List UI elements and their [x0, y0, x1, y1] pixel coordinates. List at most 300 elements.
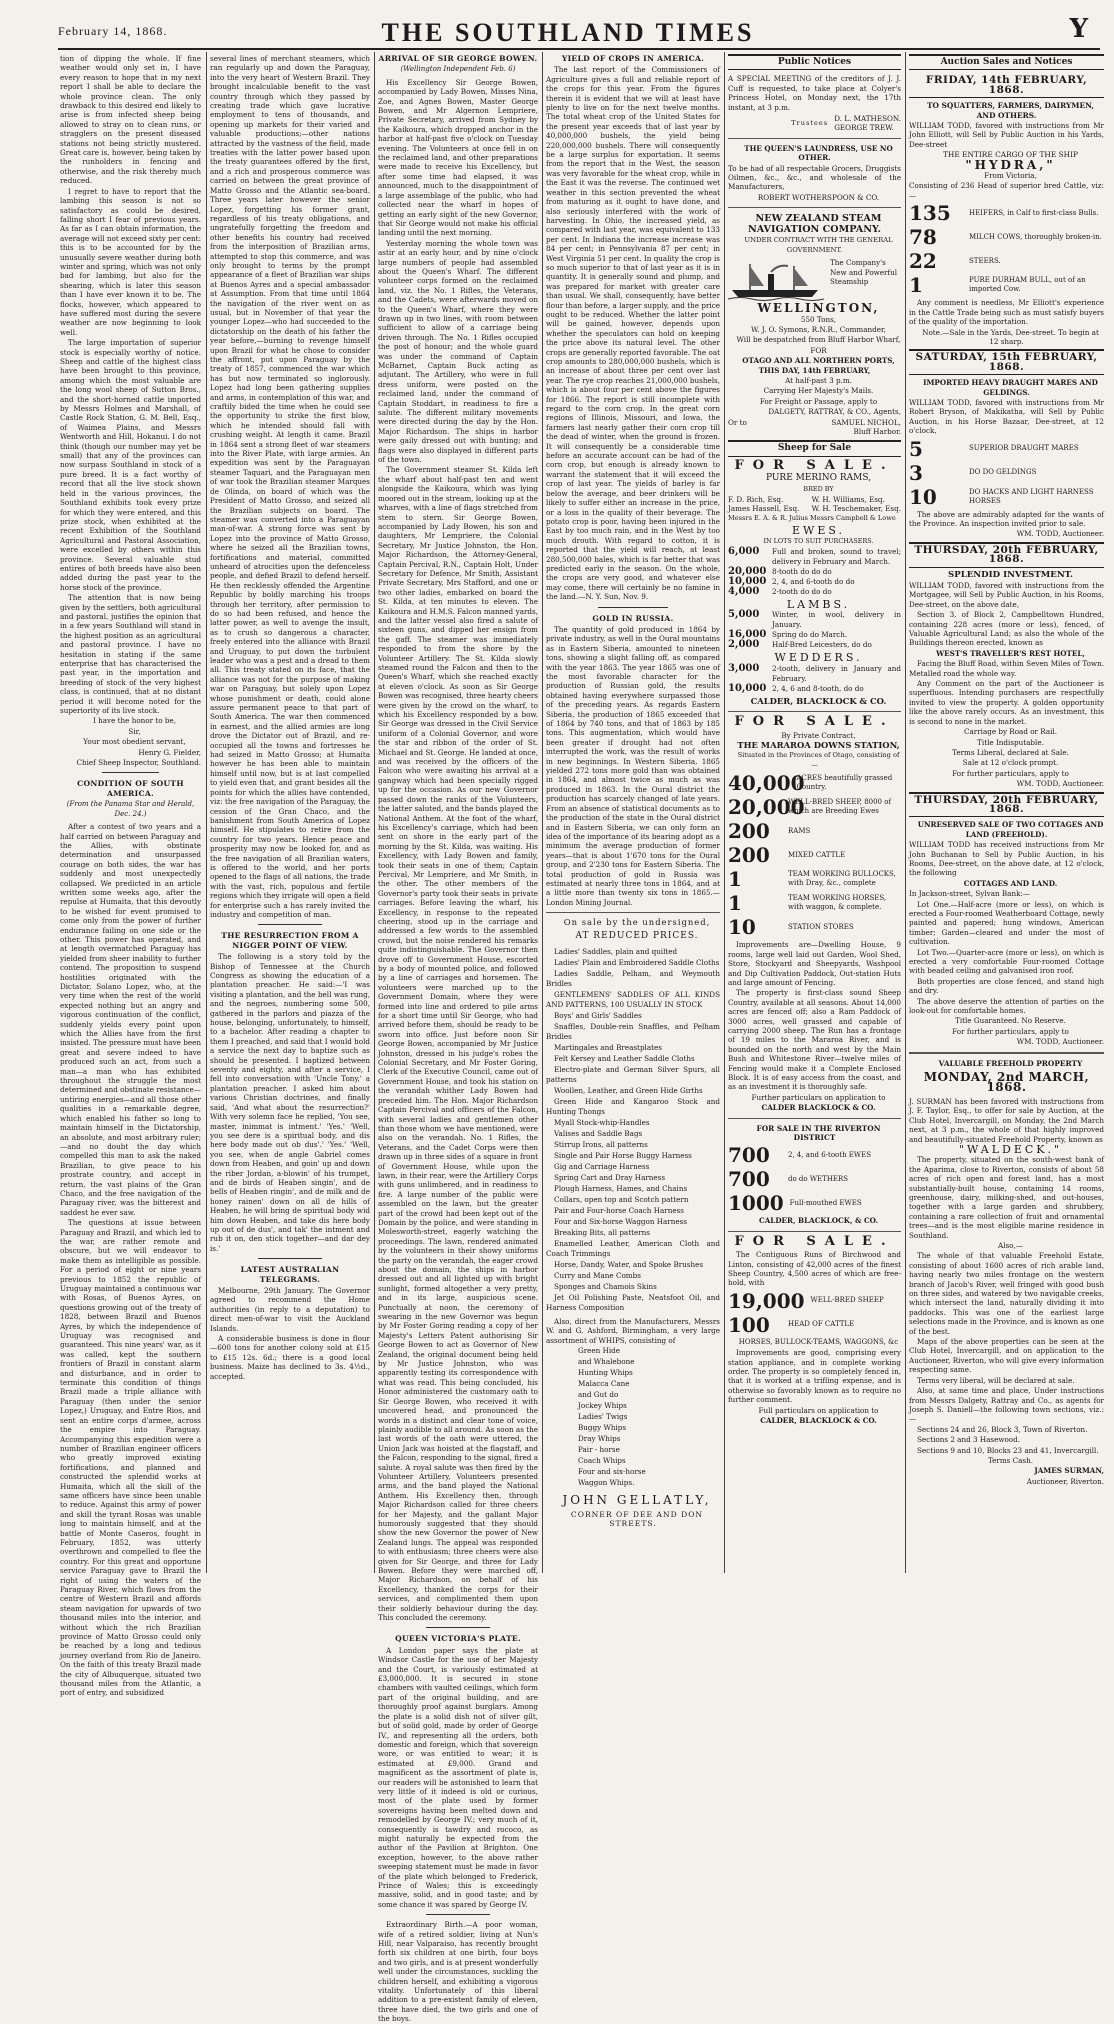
lot-description: Winter, in wool, delivery in January. — [772, 610, 901, 630]
lot-row — [728, 892, 901, 914]
list-item: Horse, Dandy, Water, and Spoke Brushes — [554, 1259, 704, 1269]
lot-row — [909, 250, 1104, 272]
lot-row — [728, 844, 901, 866]
masthead — [58, 14, 1100, 47]
column-1 — [60, 54, 201, 1698]
sale-text: WILLIAM TODD, favored with instructions from the Mortgagee, will Sell by Public Auction, in his Rooms, Dee-street, on the above date, — [909, 581, 1104, 609]
ship-mails: Carrying Her Majesty's Mails. — [763, 386, 874, 396]
ship-alt-agent — [728, 418, 901, 427]
list-item: Curry and Mane Combs — [554, 1270, 641, 1280]
divider — [598, 607, 668, 608]
article-paragraph: The large importation of superior stock is especially worthy of notice. Sheep and cattle of the highest class have been brought to this province, among which the most valuable are the long wool sheep of Sutton Bros., and the short-horned cattle imported by Messrs Holmes and Marshall, of Castle Rock Station, G. M. Bell, Esq., of Waimea Plains, and Messrs Wentworth and Hill, Hokanui. I do not think (though our number may yet be small) that any of the provinces can now surpass Southland in stock of a pure breed. It is a fact worthy of record that all the live stock shown held in the various provinces, the Southland exhibits took every prize for which they were entered, and this prize stock, when exhibited at the recent Exhibition of the Southland Agricultural and Pastoral Association, were excelled by others within this province. Several valuable stud entires of both breeds have also been added during the past year to the horse stock of the province. — [60, 338, 201, 592]
list-item: Single and Pair Horse Buggy Harness — [554, 1150, 692, 1160]
list-item: Pair and Four-horse Coach Harness — [554, 1205, 684, 1215]
divider — [102, 772, 158, 773]
for-sale-heading: FOR SALE. — [734, 457, 895, 473]
sale-text: Title Guaranteed. No Reserve. — [955, 1016, 1066, 1026]
sale-date: SATURDAY, 15th FEBRUARY, 1868. — [909, 349, 1104, 375]
lot-quantity: 700 — [728, 1167, 770, 1192]
ad-heading: WEDDERS. — [774, 651, 863, 665]
whip-list — [546, 1346, 720, 1488]
lot-description: Full and broken, sound to travel; delivery in February and March. — [772, 547, 901, 567]
list-item: Breaking Bits, all patterns — [554, 1227, 650, 1237]
lot-row — [909, 438, 1104, 460]
sale-text: The whole of that valuable Freehold Estate, consisting of about 1600 acres of rich arable land, having nearly two miles frontage on the western branch of Jacob's River, well fringed with good bush on three sides, and watered by two navigable creeks, which intersect the land, naturally dividing it into paddocks. This was one of the earliest large selections made in the Province, and is known as one of the best. — [909, 1251, 1104, 1336]
sale-text: For further particulars, apply to — [952, 768, 1069, 778]
section-header: Public Notices — [728, 54, 901, 70]
breeders-left — [728, 495, 799, 514]
list-item: Coach Whips — [578, 1456, 626, 1466]
ad-text: The Contiguous Runs of Birchwood and Linton, consisting of 42,000 acres of the finest Sheep Country, 4,500 acres of which are free-hold, with — [728, 1250, 901, 1288]
trustee-name: D. L. MATHESON. — [834, 114, 901, 124]
advertiser-name: JOHN GELLATLY, — [562, 1493, 712, 1508]
lot-description: STEERS. — [969, 256, 1001, 265]
riverton-lots — [728, 1144, 901, 1214]
ad-heading: PURE MERINO RAMS, — [765, 473, 872, 484]
list-item: Gig and Carriage Harness — [554, 1161, 650, 1171]
list-item: Plough Harness, Hames, and Chains — [554, 1183, 688, 1193]
list-item: Felt Kersey and Leather Saddle Cloths — [554, 1053, 695, 1063]
issue-date: February 14, 1868. — [58, 24, 168, 38]
sale-text: Sections 24 and 26, Block 3, Town of Riverton. — [917, 1424, 1088, 1434]
auctioneer-signature: WM. TODD, Auctioneer. — [1016, 529, 1104, 539]
sale-text: For further particulars, apply to — [952, 1026, 1069, 1036]
list-item: Ladies' Twigs — [578, 1412, 628, 1422]
column-separator — [905, 52, 906, 1573]
trustee-name: GEORGE TREW. — [834, 123, 894, 133]
lot-row — [909, 274, 1104, 296]
lot-quantity: 4,000 — [728, 586, 760, 598]
article-paragraph: several lines of merchant steamers, which ran regularly up and down the Paraguay, into the very heart of Western Brazil. They brought incalculable benefit to the vast country through which they passed by creating trade which gave lucrative employment to tens of thousands, and opening up markets for their varied and valuable productions;—other nations attracted by the vastness of the field, made treaties with the latter power based upon the treaty guarantees offered by the first, and a rich and prosperous commerce was carried on between the great province of Matto Grosso and the Atlantic sea-board. Three years later however the senior Lopez, forgetting his former grant, regardless of his treaty obligations, and ungratefully forgetting the freedom and other benefits his country had received from the interposition of Brazilian arms, attempted to stop this commerce, and was only brought to terms by the prompt appearance of a fleet of Brazilian war ships at Buenos Ayres and a special ambassador at Assumption. From that time until 1864 the navigation of the river went on as usual, but in November of that year the younger Lopez—who had succeeded to the dictatorship on the death of his father the year before,—burning to revenge himself upon Brazil for what he chose to consider the affront, put upon Paraguay by the treaty of 1857, commenced the war which has but now terminated so inglorously. Lopez had long been gathering supplies and arms, in contemplation of this war, and craftily bided the time when he could see the opportunity to strike the first blow, which he intended should fall with crushing weight. At length it came. Brazil in 1864 sent a strong fleet of war steamers into the River Plate, with large armies. An expedition was sent by the Paraguayan steamer Taquari, and the Paraguayan men of war took the Brazilian steamer Marques de Olinda, on board of which was the President of Matto Grosso, and seized all the Brazilian subjects on board. The steamer was converted into a Paraguayan man-of-war. A strong force was sent by Lopez into the province of Matto Grosso, where he seized all the Brazilian towns, fortifications and material, committed unheard of atrocities upon the defenceless people, and defied Brazil to defend herself. He then recklessly offended the Argentine Republic by boldly marching his troops through her territory, after permission to do so had been refused, and hence the latter power, as well to avenge the insult, as to crush so dangerous a character, freely entered into the alliance with Brazil and Uruguay, to put down the turbulent leader who was a pest and a dread to them all. This treaty stated on its face, that the alliance was not for the purpose of making war on Paraguay, but solely upon Lopez whose punishment or death, could alone assure permanent peace to that part of South America. The war then commenced in earnest, and the allied armies are long drove the Dictator out of Brazil, and re-occupied all the towns and fortresses he had seized in Matto Grosso; at Humaita however he has been able to maintain himself until now, but is at last compelled to yield even that, and grant besides all the points for which the allies have contended, viz: the free navigation of the Paraguay, the cession of the Gran Chaco, and the banishment from South America of Lopez himself. He stipulates to retire from the country for two years. Hence peace and prosperity may now be looked for, and as the free navigation of all Brazilian waters, is offered to the world, and her ports opened to the flags of all nations, the trade with the vast, rich, populous and fertile regions which they irrigate will open a field for enterprise such a has rarely invited the industry and competition of man. — [210, 54, 370, 919]
list-item: Martingales and Breastplates — [554, 1042, 662, 1052]
article-heading: CONDITION OF SOUTH AMERICA. — [77, 779, 184, 798]
sale-date: THURSDAY, 20th FEBRUARY, 1868. — [909, 792, 1104, 818]
article-source: (From the Panama Star and Herald, Dec. 24.) — [66, 800, 195, 818]
notice-text: A SPECIAL MEETING of the creditors of J. J. Cuff is requested, to take place at Colyer's Princess Hotel, on Monday next, the 17th instant, at 3 p.m. — [728, 74, 901, 112]
lot-quantity: 10 — [909, 484, 937, 509]
lot-quantity: 700 — [728, 1143, 770, 1168]
sale-text: Terms Liberal, declared at Sale. — [952, 747, 1069, 757]
lot-row — [909, 202, 1104, 224]
sale-text: The above are admirably adapted for the wants of the Province. An inspection invited prior to sale. — [909, 509, 1104, 528]
divider — [909, 1052, 1104, 1054]
lot-quantity: 5 — [909, 436, 923, 461]
sale-note: Note.—Sale in the Yards, Dee-street. To begin at 12 sharp. — [922, 327, 1099, 346]
divider — [258, 924, 322, 925]
letter-signature-title: Chief Sheep Inspector, Southland. — [76, 758, 201, 768]
list-item: Boys' and Girls' Saddles — [554, 1010, 642, 1020]
trustees-names — [834, 114, 901, 133]
list-item: Green Hide and Kangaroo Stock and Hunting Thongs — [546, 1096, 720, 1116]
list-item: Pair - horse — [578, 1445, 620, 1455]
newspaper-title: THE SOUTHLAND TIMES — [381, 18, 755, 47]
sale-text: Section 3, of Block 2, Campbelltown Hundred, containing 228 acres (more or less), fenced, of Valuable Agricultural Land; as also the whole of the Buildings thereon erected, known as — [909, 610, 1104, 648]
lot-row — [909, 486, 1104, 508]
lot-quantity: 19,000 — [728, 1288, 805, 1313]
lot-quantity: 6,000 — [728, 546, 760, 558]
breeder: Messrs E. A. & R. Julius Messrs Campbell & Lowe — [728, 513, 896, 522]
lot-description: Half-Bred Leicesters, do do — [772, 640, 872, 650]
advertiser-name: CALDER, BLACKLOCK & CO. — [760, 1416, 877, 1426]
sale-text: J. SURMAN has been favored with instructions from J. F. Taylor, Esq., to offer for sale by Auction, at the Club Hotel, Invercargill, on Monday, the 2nd March next, at 3 p.m., the whole of that highly improved and beautifully-situated Freehold Property, known as — [909, 1096, 1104, 1144]
divider — [728, 1118, 901, 1119]
lot-description: 2, 4, and 6-tooth EWES — [788, 1150, 872, 1159]
lot-quantity: 22 — [909, 249, 937, 274]
lot-quantity: 40,000 — [728, 771, 805, 796]
list-item: Electro-plate and German Silver Spurs, all patterns — [546, 1064, 720, 1084]
section-header: Sheep for Sale — [728, 440, 901, 456]
lot-description: SUPERIOR DRAUGHT MARES — [969, 444, 1079, 453]
lot-description: PURE DURHAM BULL, out of an imported Cow. — [969, 276, 1086, 294]
notice-text: To be had of all respectable Grocers, Druggists Oilmen, &c., &c., and wholesale of the Manufacturers, — [728, 163, 901, 192]
hydra-lots — [909, 202, 1104, 296]
lot-description: HEIFERS, in Calf to first-class Bulls. — [969, 208, 1099, 217]
sale-heading: VALUABLE FREEHOLD PROPERTY — [938, 1058, 1083, 1068]
list-item: Four and Six-horse Waggon Harness — [554, 1216, 688, 1226]
article-paragraph: tion of dipping the whole. If fine weather would only set in, I have every reason to hope that in my next report I shall be able to declare the whole province clean. The only drawback to this desired end likely to arise is from infected sheep being allowed to stray on to clean runs, or stragglers on the present diseased stations not being strictly mustered. Great care is, however, being taken by the runholders in fencing and otherwise, and the risk thereby much reduced. — [60, 54, 201, 186]
lot-description: ACRES beautifully grassed Country. — [796, 774, 893, 792]
list-item: Woollen, Leather, and Green Hide Girths — [554, 1085, 703, 1095]
advertiser-name: CALDER, BLACKLOCK, & CO. — [758, 1216, 879, 1226]
list-item: GENTLEMENS' SADDLES OF ALL KINDS AND PATTERNS, 100 USUALLY IN STOCK — [546, 989, 720, 1009]
article-paragraph: The Government steamer St. Kilda left the wharf about half-past ten and went alongside the Kaikoura, which was lying moored out in the stream, looking up at the wharves, with a line of flags stretched from stem to stern. Sir George Bowen, accompanied by Lady Bowen, his son and daughters, Mr Lempriere, the Colonial Secretary, Mr Justice Johnston, the Hon. Major Richardson, the Attorney-General, Captain Percival, R.N., Captain Holt, Under Secretary for Defence, Mr Smith, Assistant Private Secretary, Mrs Stafford, and one or two other ladies, embarked on board the St. Kilda, at ten minutes to eleven. The Kaikoura and H.M.S. Falcon manned yards, and the latter vessel also fired a salute of sixteen guns, and dipped her ensign from the gaff. The steamer was immediately responded to from the shore by the Volunteer Artillery. The St. Kilda slowly steamed round the Falcon and then to the Queen's Wharf, which she reached exactly at eleven o'clock. As soon as Sir George Bowen was recognised, three hearty cheers were given by the crowd on the wharf, to which his Excellency responded by a bow. Sir George was dressed in the Civil Service uniform of a Colonial Governor, and wore the star and ribbon of the order of St. Michael and St. George. He landed at once, and was received by the officers of the Falcon who were awaiting his arrival at a gangway which had been specially rigged up for the occasion. As our new Governor passed down the ranks of the Volunteers, the latter saluted, and the bands played the National Anthem. At the foot of the wharf, his Excellency's carriage, which had been sent on shore in the early part of the morning by the St. Kilda, was waiting. His Excellency, with Lady Bowen and family, took their seats in one of them; Captain Percival, Mr Lempriere, and Mr Smith, in the other. The other members of the Governor's party took their seats in private carriages. Before leaving the wharf, his Excellency, in response to the repeated cheering, stood up in the carriage and addressed a few words to the assembled crowd, but the noise rendered his remarks quite indistinguishable. The Governor then drove off to Government House, escorted by a body of mounted police, and followed by a line of carriages and horsemen. The volunteers were marched up to the Government Domain, where they were formed into line and ordered to pile arms for a short time until Sir George, who had arrived before them, should be ready to be sworn into office. Just before noon Sir George Bowen, accompanied by Mr Justice Johnston, dressed in his judge's robes the Colonial Secretary, and Mr Foster Goring, Clerk of the Executive Council, came out of Government House, and took his station on the verandah whither Lady Bowen had preceded him. The Hon. Major Richardson Captain Percival and officers of the Falcon, with several ladies and gentlemen other than those whom we have mentioned, were also on the verandah. No. 1 Rifles, the Veterans, and the Cadet Corps were then drawn up in three sides of a square in front of Government House, while upon the lawn, in their rear, were the Artillery Corps with guns unlimbered, and in readiness to fire. A large number of the public were assembled on the lawn, but the greater part of the crowd had been kept out of the Domain by the police, and were standing in Molesworth-street, eagerly watching the proceedings. The lawn, rendered animated by the volunteers in their showy uniforms the party on the verandah, the eager crowd about the domain, the ships in harbor dressed out and all lighted up with bright sunlight, formed altogether a very pretty, and in its large, auspicious scene. Punctually at noon, the ceremony of swearing in the new Governor was begun by Mr Foster Goring reading a copy of her Majesty's Letters Patent authorising Sir George Bowen to act as Governor of New Zealand, the original document being held by Mr Justice Johnston, who was apparently testing its correspondence with what was read. This being concluded, his Honor administered the customary oath to Sir George Bowen, who received it with uncovered head, and pronounced the words in a distinct and clear tone of voice, plainly audible to all around. As soon as the last words of the oath were uttered, the Union Jack was hoisted at the flagstaff, and the Falcon, responding to the signal, fired a salute. A royal salute was then fired by the Volunteer Artillery, Volunteers presented arms, and the band played the National Anthem. His Excellency then, through Major Richardson called for three cheers for her Majesty, and the gallant Major humorously suggested that they should show the new Governor the power of New Zealand lungs. The appeal was responded to with enthusiasm; three cheers were also given for Sir George, and three for Lady Bowen. Before they were marched off, Major Richardson, on behalf of his Excellency, thanked the corps for their services, and complimented them upon their soldierly behaviour during the day. This concluded the ceremony. — [378, 465, 538, 1623]
lot-description: DO DO GELDINGS — [969, 468, 1037, 477]
advertiser-name: CALDER BLACKLOCK & CO. — [761, 1103, 876, 1113]
list-item: Spring Cart and Dray Harness — [554, 1172, 666, 1182]
sale-text: Consisting of 236 Head of superior bred Cattle, viz:— — [909, 181, 1104, 200]
lot-quantity: 1 — [909, 273, 923, 298]
sale-text: Terms Cash. — [987, 1455, 1034, 1465]
lot-description: do do WETHERS — [788, 1174, 849, 1183]
article-heading: THE RESURRECTION FROM A NIGGER POINT OF VIEW. — [221, 931, 359, 950]
advertiser-name: CALDER, BLACKLOCK & CO. — [750, 695, 887, 706]
masthead-rule — [58, 48, 1100, 50]
column-5 — [728, 54, 901, 1573]
lot-row — [728, 1144, 901, 1166]
article-paragraph: Melbourne, 29th January. The Governor agreed to recommend the Home authorities (in reply to a deputation) to direct men-of-war to visit the Auckland Islands. — [210, 1286, 370, 1333]
list-item: Stirrup Irons, all patterns — [554, 1139, 648, 1149]
column-separator — [542, 52, 543, 1573]
ship-tonnage: 550 Tons, — [800, 314, 837, 324]
article-paragraph: The attention that is now being given by the settlers, both agricultural and pastoral, justifies the opinion that in a few years Southland will stand in the highest position as an agricultural and pastoral province. I have no hesitation in stating if the same enterprise that has characterised the past year, in the importation and breeding of stock of the very highest class, is continued, that at no distant period it will become noted for the superiority of its live stock. — [60, 593, 201, 716]
sale-heading: COTTAGES AND LAND. — [963, 878, 1058, 888]
ship-nichol: SAMUEL NICHOL, — [831, 417, 901, 427]
ad-heading: LAMBS. — [786, 598, 851, 612]
ad-text: Further particulars on application to — [751, 1092, 886, 1102]
article-source: (Wellington Independent Feb. 6) — [400, 65, 516, 74]
sale-heading: WEST'S TRAVELLER'S REST HOTEL, — [936, 648, 1085, 658]
lot-quantity: 10,000 — [728, 682, 767, 694]
ship-time: At half-past 3 p.m. — [785, 375, 852, 385]
column-separator — [724, 52, 725, 1573]
divider — [728, 1231, 901, 1232]
for-sale-heading: FOR SALE. — [734, 1233, 895, 1249]
lot-row — [728, 1314, 901, 1336]
lot-row — [728, 610, 901, 630]
notice-name: ROBERT WOTHERSPOON & CO. — [757, 192, 880, 202]
article-paragraph: Extraordinary Birth.—A poor woman, wife of a retired soldier, living at Nun's Hill, near Valparaiso, has recently brought forth six children at one birth, four boys and two girls, and is at present wonderfully well under the circumstances, suckling the children herself, and exhibiting a vigorous vitality. Unfortunately of this liberal addition to a pre-existent family of eleven, three have died, the two girls and one of the boys. — [378, 1920, 538, 2024]
sale-text: WILLIAM TODD has received instructions from Mr John Buchanan to Sell by Public Auction, in his Rooms, Dee-street, on the above date, at 12 o'clock, the following — [909, 840, 1104, 878]
breeder: James Hassell, Esq. — [728, 504, 800, 514]
ship-departure: Will be despatched from Bluff Harbor Wharf, — [736, 335, 901, 345]
lot-description: Spring do do March. — [772, 630, 848, 640]
sale-text: Also,— — [998, 1241, 1023, 1250]
list-item: and Gut do — [578, 1390, 619, 1400]
sale-text: Terms very liberal, will be declared at sale. — [917, 1375, 1075, 1385]
article-heading: YIELD OF CROPS IN AMERICA. — [561, 54, 705, 63]
lambs-lots — [728, 610, 901, 650]
ad-heading: On sale by the undersigned, — [563, 917, 711, 928]
lot-description: 8-tooth do do do — [772, 567, 832, 577]
lot-row — [728, 820, 901, 842]
corner-mark: Y — [1069, 14, 1088, 44]
list-item: Ladies' Plain and Embroidered Saddle Cloths — [554, 957, 720, 967]
article-paragraph: I regret to have to report that the lambing this season is not so satisfactory as could be desired, falling short I fear of previous years. As far as I can obtain information, the average will not exceed sixty per cent: this is to be accounted for by the unusually severe weather during both winter and spring, which was not only bad for lambing, but also for the shearing, which is later this season than I have ever known it to be. The flocks, however, which appeared to have suffered most during the severe weather are now beginning to look well. — [60, 186, 201, 337]
ad-text: Improvements are—Dwelling House, 9 rooms, large well laid out Garden, Wool Shed, Store, Stockyard and Sheepyards, Washpool and Dip Cultivation Paddock, Out-station Huts and large amount of Fencing. — [728, 940, 901, 987]
lot-row — [728, 1192, 901, 1214]
list-item: Jet Oil Polishing Paste, Neatsfoot Oil, and Harness Composition — [546, 1292, 720, 1312]
list-item: Buggy Whips — [578, 1423, 627, 1433]
sale-text: Title Indisputable. — [977, 737, 1044, 747]
lot-description: WELL-BRED SHEEP — [810, 1296, 884, 1305]
list-item: Ladies' Saddles, plain and quilted — [554, 946, 678, 956]
lot-description: 2, 4, and 6-tooth do do — [772, 577, 855, 587]
lot-row — [909, 226, 1104, 248]
sale-text: Carriage by Road or Rail. — [963, 727, 1058, 737]
lot-row — [728, 1290, 901, 1312]
company-subtitle: UNDER CONTRACT WITH THE GENERAL GOVERNMENT. — [744, 236, 893, 254]
list-item: Snaffles, Double-rein Snaffles, and Pelham Bridles — [546, 1021, 720, 1041]
ship-destination: OTAGO AND ALL NORTHERN PORTS, THIS DAY, 14th FEBRUARY, — [742, 356, 895, 375]
column-separator — [206, 52, 207, 1573]
article-paragraph: A considerable business is done in flour—600 tons for another colony sold at £15 to £15 12s. 6d.; there is a good local business. Maize has declined to 3s. 4½d., accepted. — [210, 1334, 370, 1381]
lot-quantity: 200 — [728, 819, 770, 844]
lot-row — [728, 1168, 901, 1190]
sale-text: Sections 2 and 3 Hasewood. — [917, 1435, 1021, 1445]
section-header: Auction Sales and Notices — [909, 54, 1104, 70]
lot-description: WELL-BRED SHEEP, 8000 of which are Breeding Ewes — [788, 798, 892, 816]
ad-subheading: Situated in the Provinces of Otago, consisting of— — [737, 751, 900, 769]
lot-quantity: 1 — [728, 867, 742, 892]
lot-quantity: 200 — [728, 843, 770, 868]
article-paragraph: A London paper says the plate at Windsor Castle for the use of her Majesty and the Court, is variously estimated at £3,000,000. It is secured in stone chambers with vaulted ceilings, which form part of the original building, and are thoroughly proof against burglars. Among the plate is a solid dish not of silver gilt, but of solid gold, made by order of George IV., and representing all the orders, both domestic and foreign, which that sovereign wore, or was entitled to wear; it is estimated at £9,000. Grand and magnificent as the assortment of plate is, our readers will be astonished to learn that very little of it indeed is old or curious, most of the plate used by former sovereigns having been melted down and remodelled by George IV.; very much of it, consequently is tawdry and rococo, as might naturally be expected from the author of the Pavilion at Brighton. One exception, however, to the above rather sweeping statement must be made in favor of the plate which belonged to Frederick, Prince of Wales; this is exceedingly massive, solid, and in good taste; and by some chance it was spared by George IV. — [378, 1645, 538, 1909]
list-item: Hunting Whips — [578, 1368, 633, 1378]
lot-description: DO HACKS AND LIGHT HARNESS HORSES — [969, 487, 1094, 505]
letter-closing: I have the honor to be, — [93, 716, 176, 726]
ad-heading: THE MARAROA DOWNS STATION, — [737, 740, 900, 751]
ship-master: W. J. O. Symons, R.N.R., Commander, — [751, 324, 886, 334]
lot-quantity: 2,000 — [728, 639, 760, 651]
divider — [426, 1627, 490, 1628]
divider — [728, 711, 901, 712]
lot-quantity: 1000 — [728, 1191, 784, 1216]
lot-description: MILCH COWS, thoroughly broken-in. — [969, 232, 1102, 241]
sale-heading: UNRESERVED SALE OF TWO COTTAGES AND LAND (FREEHOLD). — [917, 820, 1104, 839]
letter-closing: Your most obedient servant, — [83, 737, 186, 747]
lot-quantity: 1 — [728, 891, 742, 916]
lot-quantity: 3 — [909, 460, 923, 485]
lot-description: 2-tooth do do do — [772, 587, 832, 597]
lot-quantity: 20,000 — [728, 795, 805, 820]
list-item: Four and six-horse — [578, 1467, 646, 1477]
lot-row — [909, 462, 1104, 484]
steamship-icon — [728, 260, 824, 302]
ship-name: "HYDRA," — [965, 157, 1056, 172]
company-name: NEW ZEALAND STEAM NAVIGATION COMPANY. — [748, 213, 882, 236]
list-item: and Whalebone — [578, 1357, 635, 1367]
list-item: Jockey Whips — [578, 1401, 627, 1411]
sale-text: Facing the Bluff Road, within Seven Miles of Town. Metalled road the whole way. — [909, 659, 1104, 678]
lot-quantity: 78 — [909, 225, 937, 250]
article-heading: GOLD IN RUSSIA. — [592, 613, 674, 623]
sale-text: Sale at 12 o'clock prompt. — [962, 758, 1059, 768]
ad-heading: EWES. — [791, 524, 845, 538]
list-item: Waggon Whips. — [578, 1478, 635, 1488]
column-2 — [210, 54, 370, 1573]
lot-row — [728, 547, 901, 567]
ship-bluff: Bluff Harbor. — [853, 426, 901, 436]
divider — [426, 1914, 490, 1915]
ship-text: The Company's New and Powerful Steamship — [830, 258, 898, 286]
ad-text: Improvements are good, comprising every station appliance, and in complete working order. The property is so completely fenced in, that it is worked at a trifling expense, and is otherwise so favorably known as to require no further comment. — [728, 1348, 901, 1405]
article-heading: LATEST AUSTRALIAN TELEGRAMS. — [240, 1265, 340, 1284]
ad-text: Also, direct from the Manufacturers, Messrs W. and G. Ashford, Birmingham, a very large assortment of WHIPS, consisting of — [546, 1316, 720, 1345]
article-paragraph: After a contest of two years and a half carried on between Paraguay and the Allies, with obstinate determination and unsurpassed courage on both sides, the war has suddenly and most unexpectedly collapsed. We predicted in an article written some weeks ago, after the repulse at Humaita, that this devoutly to be wished for event promised to come only from the power of further endurance failing on one side or the other. This power has operated, and at length overmatched Paraguay has yielded from sheer inability to further contend. The proposition to suspend hostilities originated with the Dictator, Solano Lopez, who, at the very time when the rest of the world expected nothing but an angry and vigorous continuation of the conflict, suddenly yields every point upon which the Allies have from the first insisted. The pressure must have been great and severe indeed to have produced such an act, from such a man—a man who has exhibited throughout the struggle the most determined and obstinate resistance—untiring energies—and all those other qualities in a remarkable degree, which enabled his father so long to maintain himself in the Dictatorship, an absolute, and most arbitrary ruler;—and no doubt the day which compelled this man to ask the naked Brazilian, to give peace to his prostrate country, and accept in return, the vast plains of the Gran Chaco, and the free navigation of the Paraguay river, was the bitterest and saddest he ever saw. — [60, 822, 201, 1217]
lot-quantity: 100 — [728, 1312, 770, 1337]
sale-text: THE ENTIRE CARGO OF THE SHIP — [942, 150, 1079, 160]
article-paragraph: The questions at issue between Paraguay and Brazil, and which led to the war, are rather remote and obscure, but we will endeavor to make them as intelligible as possible. For a period of eight or nine years previous to 1852 the republic of Uruguay maintained a continuous war with Rosas, of Buenos Ayres, on questions growing out of the treaty of 1828, between Brazil and Buenos Ayres, by which the independence of Uruguay was recognised and guaranteed. This nine years' war, as it was called, kept the southern frontiers of Brazil in constant alarm and disturbance, and in order to terminate this condition of things Brazil made a triple alliance with Paraguay (then under the senior Lopez,) Uruguay, and Entre Rios, and sent an entire corps d'armee, across the empire into Paraguay. Accompanying this expedition were a number of Brazilian engineer officers who greatly improved existing fortifications, and planned and constructed the splendid works at Humaita, which all the skill of the same officers have since been unable to reduce. Against this army of power and skill the tyrant Rosas was unable long to maintain himself, and at the battle of Monte Caseros, fought in February, 1852, was utterly overthrown and compelled to flee the country. For this great and opportune service Paraguay gave to Brazil the right of using the waters of the Paraguay River, which flows from the centre of Western Brazil and affords steam navigation for upwards of two thousand miles into the interior, and without which the rich Brazilian province of Matto Grosso could only be reached by a long and tedious journey overland from Rio de Janeiro. On the faith of this treaty Brazil made the city of Albuquerque, situated two thousand miles from the Atlantic, a port of entry, and subsidized — [60, 1218, 201, 1698]
sale-text: The above deserve the attention of parties on the look-out for comfortable homes. — [909, 996, 1104, 1016]
lot-row — [728, 796, 901, 818]
breeder: W. H. Teschemaker, Esq. — [811, 504, 901, 514]
ad-heading: AT REDUCED PRICES. — [575, 930, 699, 941]
letter-signature: Henry G. Fielder, — [138, 747, 201, 757]
trustees-label: Trustees — [791, 118, 829, 127]
column-6 — [909, 54, 1104, 1573]
list-item: Enamelled Leather, American Cloth and Coach Trimmings — [546, 1238, 720, 1258]
lot-quantity: 20,000 — [728, 566, 767, 578]
article-paragraph: Yesterday morning the whole town was astir at an early hour, and by nine o'clock large numbers of people had assembled about the Queen's Wharf. The different volunteer corps formed on the reclaimed land, viz. the No. 1 Rifles, the Veterans, and the Cadets, were afterwards moved on to the Queen's Wharf, where they were drawn up in two lines, with room between sufficient to allow of a carriage being driven through. The No. 1 Rifles occupied the post of honour; and the whole guard was under the command of Captain McBarnet, Captain Buck acting as adjutant. The Artillery, who were in full dress uniform, were posted on the reclaimed land, under the command of Captain Stoddart, in readiness to fire a salute. The different military movements were directed during the day by the Hon. Major Richardson. The ships in harbor were gaily dressed out with bunting; and flags were also displayed in different parts of the town. — [378, 238, 538, 465]
sale-date: FRIDAY, 14th FEBRUARY, 1868. — [909, 74, 1104, 98]
article-paragraph: The following is a story told by the Bishop of Tennessee at the Church Congress as showing the education of a plantation preacher. He said:—'I was visiting a plantation, and the bell was rung, and the negroes, numbering some 500, gathered in the parlors and piazza of the house, belonging, unfortunately, to himself, to a bachelor. After reading a chapter to them I preached, and said that I would hold a service the next day to baptize such as should be presented. I baptized between seventy and eighty, and after a service, I fell into conversation with 'Uncle Tony,' a plantation preacher. I asked him about various Christian doctrines, and finally said, 'And what about the resurrection?' With very solemn face he replied, 'You see, master, inimmat is intment.' 'Yes.' 'Well, you see dere is a spiritual body, and dis here body made out ob dus'.' 'Yes.' 'Well, you see, when de angle Gabriel comes down from Heaben, and goin' up and down the riber Jordan, a-blowin' of his trumpet, and de birds of Heaben singin', and de bells of Heaben ringin', and de milk and de honey rainen' down on all de hills of Heaben, he will bring de spiritual body wid him down Heaben, and take dis here body up out of de dus', and tak' the intment and rub it on, den stick together—and dar dey is.' — [210, 952, 370, 1253]
sale-heading: TO SQUATTERS, FARMERS, DAIRYMEN, AND OTHERS. — [927, 101, 1094, 120]
lot-description: TEAM WORKING HORSES, with waggon, & complete. — [788, 894, 887, 912]
auctioneer-signature: JAMES SURMAN, — [1034, 1466, 1104, 1476]
sale-heading: IMPORTED HEAVY DRAUGHT MARES AND GELDINGS. — [923, 378, 1098, 397]
wedders-lots — [728, 664, 901, 694]
lot-quantity: 10,000 — [728, 576, 767, 588]
divider — [728, 207, 901, 208]
lot-row — [728, 868, 901, 890]
for-sale-heading: FOR SALE. — [734, 714, 895, 730]
auctioneer-signature: WM. TODD, Auctioneer. — [1016, 779, 1104, 789]
column-3 — [378, 54, 538, 2024]
lot-row — [728, 640, 901, 650]
list-item: Valises and Saddle Bags — [554, 1128, 643, 1138]
ewes-lots — [728, 547, 901, 597]
breeder: W. H. Williams, Esq. — [811, 495, 885, 504]
lot-quantity: 135 — [909, 201, 951, 226]
lot-description: 2-tooth, delivery in January and February. — [772, 663, 901, 683]
lot-quantity: 10 — [728, 915, 756, 940]
article-heading: ARRIVAL OF SIR GEORGE BOWEN. — [378, 54, 538, 63]
ad-heading: FOR SALE IN THE RIVERTON DISTRICT — [756, 1123, 881, 1142]
article-paragraph: His Excellency Sir George Bowen, accompanied by Lady Bowen, Misses Nina, Zoe, and Agnes Bowen, Master George Bowen, and Mr Algernon Lempriere, Private Secretary, arrived from Sydney by the Kaikoura, which dropped anchor in the harbor at half-past five o'clock on Tuesday evening. The Volunteers at once fell in on the reclaimed land, and other preparations were made to receive his Excellency, but after some time had elapsed, it was announced, much to the disappointment of a large assemblage of the public, who had collected near the wharf in hopes of getting an early sight of the new Governor, that Sir George would not make his official landing until the next morning. — [378, 77, 538, 238]
letter-closing: Sir, — [128, 726, 141, 736]
auctioneer-signature: WM. TODD, Auctioneer. — [1016, 1037, 1104, 1047]
sale-text: Lot One.—Half-acre (more or less), on which is erected a Four-roomed Weatherboard Cottage, newly painted and papered; hung windows, American timber; Garden—cleared and under the most of cultivation. — [909, 899, 1104, 947]
ship-apply: For Freight or Passage, apply to — [759, 396, 878, 406]
column-separator — [374, 52, 375, 1573]
lot-description: RAMS — [788, 826, 811, 835]
lot-row — [728, 684, 901, 694]
list-item: Collars, open top and Scotch pattern — [554, 1194, 689, 1204]
sale-text: In Jackson-street, Sylvan Bank:— — [909, 889, 1031, 899]
sale-text: Maps of the above properties can be seen at the Club Hotel, Invercargill, and on application to the Auctioneer, Riverton, who will give every information respecting same. — [909, 1337, 1104, 1375]
lot-description: TEAM WORKING BULLOCKS, with Dray, &c., complete — [788, 870, 896, 888]
mare-lots — [909, 438, 1104, 508]
ad-text: The property is first-class sound Sheep Country, available at all seasons. About 14,000 acres are fenced off; also a Ram Paddock of 3000 acres, well grassed and capable of carrying 2000 sheep. The Run has a frontage of 19 miles to the Mararoa River, and is bounded on the north and west by the Main Bush and Whitestone River—twelve miles of Fencing would make it a Complete Enclosed Block. It is of easy access from the coast, and as an investment it is thoroughly safe. — [728, 988, 901, 1092]
breeder: F. D. Rich, Esq. — [728, 495, 784, 504]
list-item: Myall Stock-whip-Handles — [554, 1117, 650, 1127]
property-name: "WALDECK." — [958, 1142, 1063, 1156]
list-item: Ladies Saddle, Pelham, and Weymouth Bridles — [546, 968, 720, 988]
shipping-notice — [728, 258, 901, 286]
article-paragraph: The last report of the Commissioners of Agriculture gives a full and reliable report of the crops for this year. From the figures therein it is evident that we will at least have plenty to live on for the next twelve months. The total wheat crop of the United States for the present year exceeds that of last year by 40,000,000 bushels, the yield being 220,000,000 bushels. There will consequently be a large surplus for exportation. It seems from the report that in the West, the season was very favorable for the wheat crop, while in the East it was the reverse. The continued wet weather in this section prevented the wheat from maturing as it ought to have done, and also seriously interfered with the work of harvesting. In Ohio, the increased yield, as compared with last year, was equivalent to 133 per cent. In Indiana the increase increase was 84 per cent; in Pennsylvania 87 per cent; in West Virginia 51 per cent. In quality the crop is so much superior to that of last year as it is in quantity. It is generally sound and plump, and was prepared for market with greater care than usual. We shall, consequently, have better flour than before, a larger supply, and the price ought to be reduced. Whether the latter point will be gained, however, depends upon whether the speculators can hold on keeping the price above its natural level. The other crops are generally reported favorable. The oat crop amounts to 280,000,000 bushels, which is an increase of about three per cent over last year. The rye crop reaches 21,000,000 bushels, which is about four per cent above the figures for 1866. The report is still incomplete with regard to the corn crop. In the great corn regions of Illinois, Missouri, and Iowa, the farmers last nearly gather their corn crop till the dead of winter, when the ground is frozen. It will consequently be a considerable time before an accurate account can be had of the corn crop, but enough is already known to warrant the statement that it will exceed the crop of last year. The yields of barley is far below the average, and beer drinkers will be likely to suffer either an increase in the price, or a loss in the quality of their beverage. The potato crop is poor, having been injured in the East by too much rain, and in the West by too much drouth. With regard to cotton, it is reported that the yield will reach, at least 280,500,000 bales, which is far better that was predicted early in the season. On the whole, the crops are very good, and whatever else may come, there will certainly be no famine in the land.—N. Y. Sun, Nov. 9. — [546, 65, 720, 602]
lot-quantity: 5,000 — [728, 609, 760, 621]
sale-text: WILLIAM TODD, favored with instructions from Mr John Elliott, will Sell by Public Auction in his Yards, Dee-street — [909, 121, 1104, 149]
lot-description: HEAD OF CATTLE — [788, 1320, 855, 1329]
ad-subheading: By Private Contract, — [781, 730, 856, 740]
sale-text: Lot Two.—Quarter-acre (more or less), on which is erected a very comfortable Four-roomed Cottage with beaded ceiling and galvanised iron roof. — [909, 947, 1104, 976]
divider — [546, 912, 720, 913]
lot-row — [728, 772, 901, 794]
sale-text: Any comment is needless, Mr Elliott's experience in the Cattle Trade being such as must satisfy buyers of the quality of the importation. — [909, 298, 1104, 327]
sale-date: MONDAY, 2nd MARCH, 1868. — [923, 1070, 1090, 1094]
column-4 — [546, 54, 720, 1573]
mararoa-lots — [728, 772, 901, 938]
birchwood-lots — [728, 1290, 901, 1336]
divider — [258, 1258, 322, 1259]
breeders — [728, 495, 901, 514]
ship-or: Or to — [728, 417, 747, 427]
sale-text: From Victoria, — [984, 171, 1037, 181]
lot-description: STATION STORES — [788, 922, 854, 931]
lot-row — [728, 664, 901, 684]
ad-heading: HORSES, BULLOCK-TEAMS, WAGGONS, &c — [738, 1337, 899, 1346]
sale-heading: SPLENDID INVESTMENT. — [948, 569, 1073, 580]
auctioneer-title: Auctioneer, Riverton. — [1026, 1476, 1104, 1486]
lot-row — [728, 916, 901, 938]
sale-text: Sections 9 and 10, Blocks 23 and 41, Invercargill. — [917, 1445, 1099, 1455]
list-item: Dray Whips — [578, 1434, 621, 1444]
ship-for: FOR — [810, 345, 827, 355]
sale-text: Also, at same time and place, Under instructions from Messrs Dalgety, Rattray and Co., as agents for Joseph S. Daniell—the following town sections, viz.:— — [909, 1386, 1104, 1424]
article-heading: QUEEN VICTORIA'S PLATE. — [395, 1634, 521, 1644]
lot-quantity: 3,000 — [728, 662, 760, 674]
list-item: Malacca Cane — [578, 1379, 630, 1389]
advertiser-address: CORNER OF DEE AND DON STREETS. — [570, 1509, 704, 1528]
sale-text: The property, situated on the south-west bank of the Aparima, close to Riverton, consists of about 58 acres of rich open and forest land, has a most substantially-built house, containing 14 rooms, greenhouse, dairy, milking-shed, and out-houses, together with a large garden and shrubbery, containing a rare collection of fruit and ornamental trees—and is the most eligible marine residence in Southland. — [909, 1155, 1104, 1240]
ad-subheading: BRED BY — [803, 484, 834, 493]
sale-text: Any Comment on the part of the Auctioneer is superfluous. Intending purchasers are respectfully invited to view the property. A golden opportunity like the above rarely occurs. As an investment, this is second to none in the market. — [909, 679, 1104, 726]
breeders-right — [812, 495, 901, 514]
notice-heading: THE QUEEN'S LAUNDRESS, USE NO OTHER. — [744, 143, 893, 163]
divider — [728, 138, 901, 139]
ad-text: Full particulars on application to — [758, 1405, 879, 1415]
ad-subheading: IN LOTS TO SUIT PURCHASERS. — [763, 536, 874, 545]
list-item: Green Hide — [578, 1346, 621, 1356]
